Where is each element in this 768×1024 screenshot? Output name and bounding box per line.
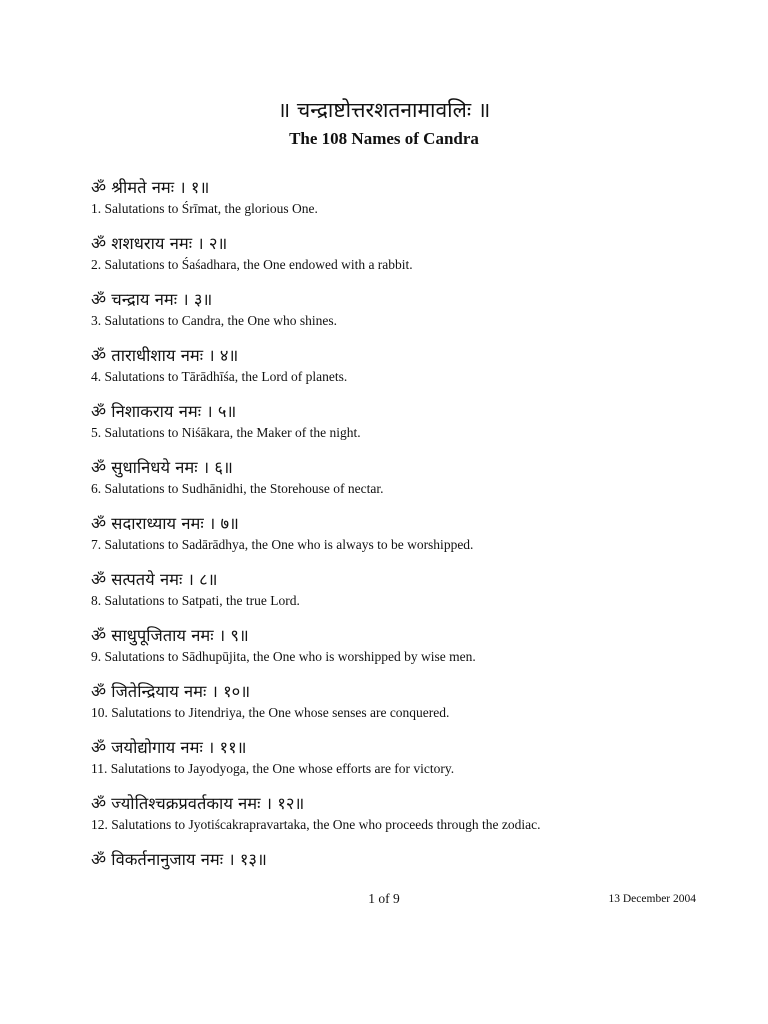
sanskrit-line: ॐ विकर्तनानुजाय नमः । १३॥	[91, 850, 267, 869]
page-number: 1 of 9	[368, 891, 400, 906]
sanskrit-line: ॐ चन्द्राय नमः । ३॥	[91, 290, 213, 309]
sanskrit-line: ॐ श्रीमते नमः । १॥	[91, 178, 210, 197]
list-item	[91, 288, 731, 344]
list-item	[91, 512, 731, 568]
english-title: The 108 Names of Candra	[289, 129, 479, 148]
list-item	[91, 624, 731, 680]
name-list	[91, 176, 731, 904]
english-line: 6. Salutations to Sudhānidhi, the Storehouse of nectar.	[91, 481, 384, 496]
english-line: 9. Salutations to Sādhupūjita, the One who is worshipped by wise men.	[91, 649, 476, 664]
sanskrit-line: ॐ जितेन्द्रियाय नमः । १०॥	[91, 682, 251, 701]
document-date: 13 December 2004	[608, 893, 696, 905]
english-line: 4. Salutations to Tārādhīśa, the Lord of planets.	[91, 369, 348, 384]
english-line: 10. Salutations to Jitendriya, the One whose senses are conquered.	[91, 705, 450, 720]
sanskrit-line: ॐ निशाकराय नमः । ५॥	[91, 402, 237, 421]
english-line: 12. Salutations to Jyotiścakrapravartaka, the One who proceeds through the zodiac.	[91, 817, 541, 832]
list-item	[91, 680, 731, 736]
list-item	[91, 792, 731, 848]
sanskrit-line: ॐ सत्पतये नमः । ८॥	[91, 570, 218, 589]
list-item	[91, 456, 731, 512]
list-item	[91, 176, 731, 232]
list-item	[91, 232, 731, 288]
english-line: 7. Salutations to Sadārādhya, the One who is always to be worshipped.	[91, 537, 474, 552]
sanskrit-line: ॐ ताराधीशाय नमः । ४॥	[91, 346, 239, 365]
list-item	[91, 400, 731, 456]
list-item	[91, 568, 731, 624]
list-item	[91, 736, 731, 792]
sanskrit-line: ॐ जयोद्योगाय नमः । ११॥	[91, 738, 247, 757]
sanskrit-line: ॐ ज्योतिश्चक्रप्रवर्तकाय नमः । १२॥	[91, 794, 305, 813]
english-line: 3. Salutations to Candra, the One who shines.	[91, 313, 337, 328]
english-line: 11. Salutations to Jayodyoga, the One whose efforts are for victory.	[91, 761, 455, 776]
sanskrit-line: ॐ सदाराध्याय नमः । ७॥	[91, 514, 239, 533]
list-item	[91, 344, 731, 400]
sanskrit-line: ॐ सुधानिधये नमः । ६॥	[91, 458, 233, 477]
sanskrit-line: ॐ शशधराय नमः । २॥	[91, 234, 228, 253]
sanskrit-title: ॥ चन्द्राष्टोत्तरशतनामावलिः ॥	[277, 98, 491, 122]
sanskrit-line: ॐ साधुपूजिताय नमः । ९॥	[91, 626, 249, 645]
english-line: 5. Salutations to Niśākara, the Maker of the night.	[91, 425, 361, 440]
english-line: 1. Salutations to Śrīmat, the glorious One.	[91, 201, 318, 216]
english-line: 2. Salutations to Śaśadhara, the One endowed with a rabbit.	[91, 257, 413, 272]
english-line: 8. Salutations to Satpati, the true Lord.	[91, 593, 300, 608]
